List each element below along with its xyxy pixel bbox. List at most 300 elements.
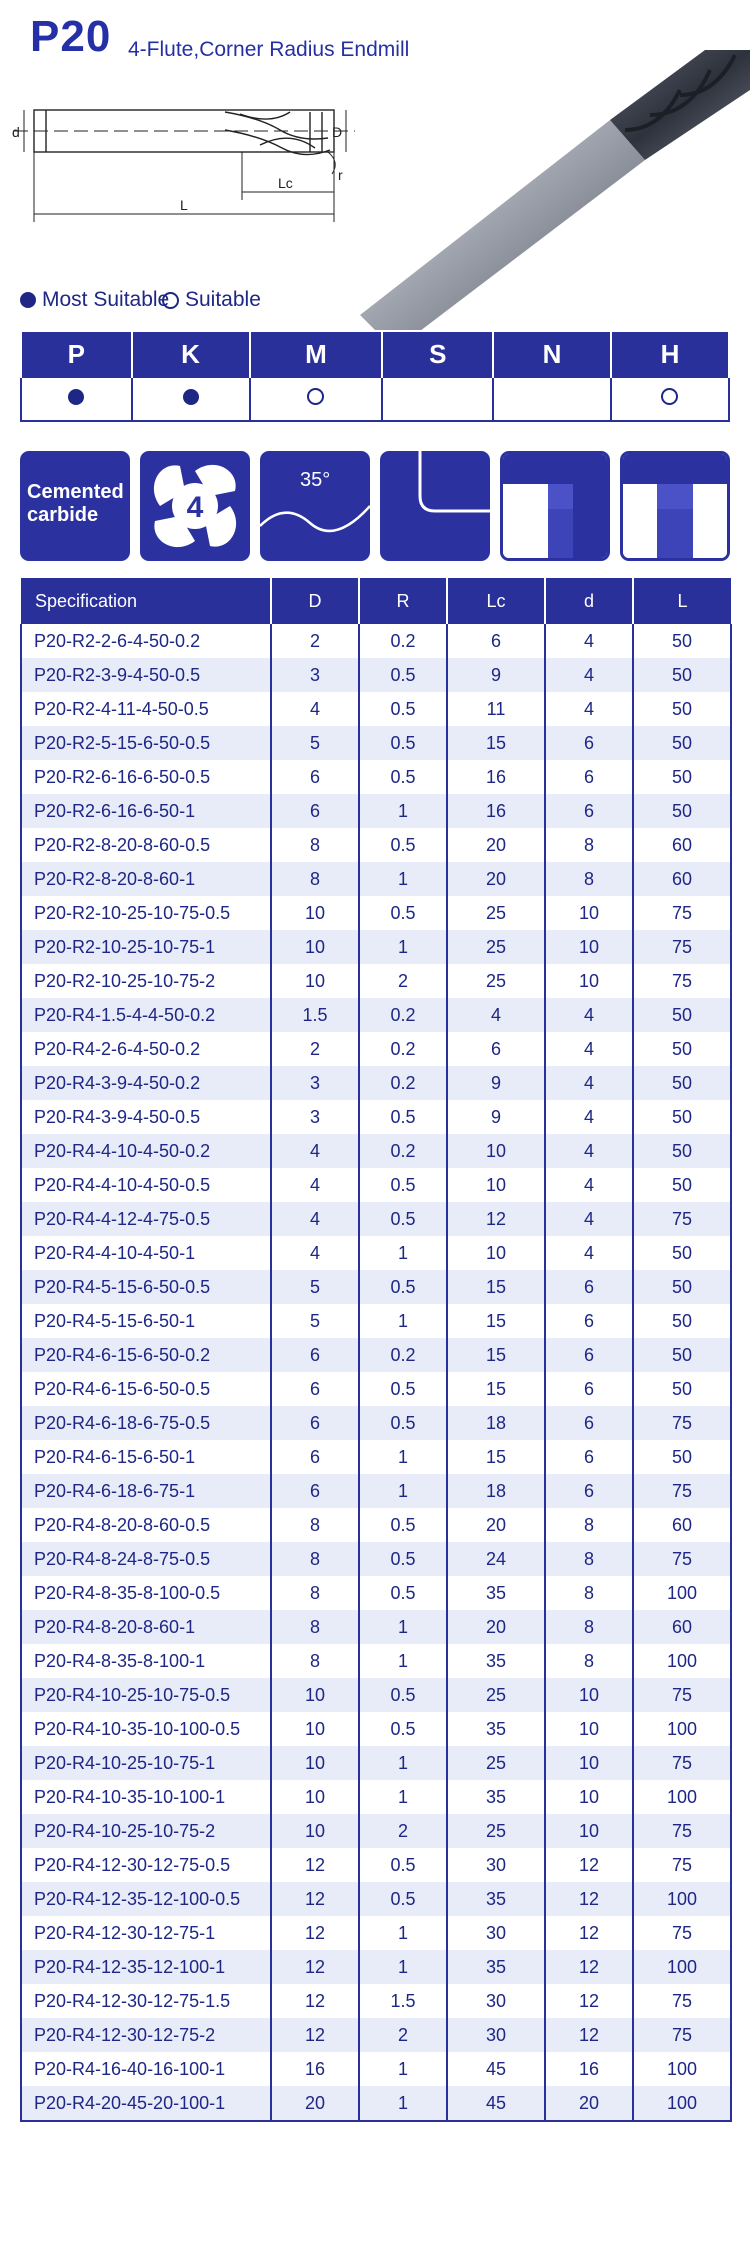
spec-cell-L: 100 (633, 1576, 731, 1610)
feature-helix-angle (260, 451, 370, 561)
table-row (21, 998, 731, 1032)
spec-cell-d: 10 (545, 896, 633, 930)
feature-icons (20, 451, 730, 561)
spec-cell-R: 0.2 (359, 1032, 447, 1066)
spec-cell-specification: P20-R4-12-30-12-75-1 (21, 1916, 271, 1950)
spec-cell-Lc: 12 (447, 1202, 545, 1236)
table-row (21, 1542, 731, 1576)
spec-cell-L: 100 (633, 2052, 731, 2086)
spec-cell-D: 2 (271, 1032, 359, 1066)
spec-cell-specification: P20-R2-6-16-6-50-0.5 (21, 760, 271, 794)
filled-circle-icon (20, 292, 36, 308)
spec-cell-Lc: 16 (447, 794, 545, 828)
spec-cell-L: 50 (633, 1372, 731, 1406)
spec-cell-specification: P20-R4-1.5-4-4-50-0.2 (21, 998, 271, 1032)
spec-cell-L: 60 (633, 862, 731, 896)
spec-cell-specification: P20-R4-12-30-12-75-0.5 (21, 1848, 271, 1882)
spec-cell-d: 12 (545, 1984, 633, 2018)
spec-cell-R: 0.2 (359, 1066, 447, 1100)
spec-cell-specification: P20-R4-8-20-8-60-1 (21, 1610, 271, 1644)
empty-circle-icon (307, 388, 324, 405)
spec-cell-R: 2 (359, 964, 447, 998)
spec-cell-D: 3 (271, 1100, 359, 1134)
spec-cell-Lc: 20 (447, 1508, 545, 1542)
spec-cell-L: 50 (633, 692, 731, 726)
spec-cell-specification: P20-R4-8-35-8-100-1 (21, 1644, 271, 1678)
spec-cell-d: 4 (545, 1202, 633, 1236)
spec-cell-L: 50 (633, 1168, 731, 1202)
spec-cell-L: 60 (633, 1610, 731, 1644)
material-suitability-table (20, 330, 730, 422)
material-header-p: P (21, 331, 132, 377)
spec-cell-D: 8 (271, 1508, 359, 1542)
spec-cell-R: 0.5 (359, 1576, 447, 1610)
spec-cell-d: 6 (545, 726, 633, 760)
spec-cell-specification: P20-R4-5-15-6-50-0.5 (21, 1270, 271, 1304)
dim-label-d: d (12, 124, 20, 140)
spec-cell-d: 8 (545, 862, 633, 896)
feature-material-line2: carbide (27, 504, 99, 526)
spec-cell-Lc: 10 (447, 1168, 545, 1202)
spec-cell-d: 8 (545, 828, 633, 862)
spec-cell-Lc: 10 (447, 1236, 545, 1270)
spec-cell-D: 6 (271, 1474, 359, 1508)
spec-cell-Lc: 4 (447, 998, 545, 1032)
empty-circle-icon (162, 292, 179, 309)
spec-cell-Lc: 35 (447, 1712, 545, 1746)
spec-header-D: D (271, 578, 359, 624)
spec-cell-Lc: 15 (447, 1372, 545, 1406)
spec-cell-specification: P20-R4-4-10-4-50-0.2 (21, 1134, 271, 1168)
spec-cell-Lc: 45 (447, 2086, 545, 2121)
suitability-legend (20, 288, 420, 318)
spec-cell-R: 1 (359, 2052, 447, 2086)
spec-cell-d: 6 (545, 1304, 633, 1338)
spec-cell-D: 4 (271, 1168, 359, 1202)
table-row (21, 1406, 731, 1440)
feature-material-text (27, 481, 124, 527)
spec-header-L: L (633, 578, 731, 624)
spec-cell-Lc: 30 (447, 1984, 545, 2018)
spec-cell-D: 1.5 (271, 998, 359, 1032)
spec-cell-Lc: 35 (447, 1644, 545, 1678)
spec-cell-D: 8 (271, 1610, 359, 1644)
spec-cell-D: 3 (271, 1066, 359, 1100)
spec-cell-D: 6 (271, 1338, 359, 1372)
spec-cell-L: 50 (633, 1100, 731, 1134)
spec-cell-L: 75 (633, 1202, 731, 1236)
spec-cell-D: 2 (271, 624, 359, 658)
spec-cell-R: 1 (359, 1916, 447, 1950)
spec-cell-d: 6 (545, 1406, 633, 1440)
feature-flutes (140, 451, 250, 561)
spec-cell-D: 8 (271, 862, 359, 896)
spec-cell-R: 0.5 (359, 658, 447, 692)
spec-cell-D: 10 (271, 896, 359, 930)
spec-cell-D: 12 (271, 1882, 359, 1916)
material-header-n: N (493, 331, 611, 377)
spec-cell-specification: P20-R4-10-25-10-75-1 (21, 1746, 271, 1780)
filled-circle-icon (68, 389, 84, 405)
spec-cell-specification: P20-R4-4-10-4-50-1 (21, 1236, 271, 1270)
spec-cell-Lc: 25 (447, 930, 545, 964)
spec-cell-Lc: 35 (447, 1882, 545, 1916)
spec-cell-L: 75 (633, 1474, 731, 1508)
spec-cell-R: 0.5 (359, 1712, 447, 1746)
flute-count: 4 (186, 491, 204, 524)
spec-cell-L: 50 (633, 1304, 731, 1338)
table-row (21, 1440, 731, 1474)
spec-cell-specification: P20-R4-16-40-16-100-1 (21, 2052, 271, 2086)
table-row (21, 1474, 731, 1508)
spec-cell-D: 4 (271, 1134, 359, 1168)
spec-cell-Lc: 25 (447, 1678, 545, 1712)
spec-cell-specification: P20-R2-10-25-10-75-0.5 (21, 896, 271, 930)
spec-cell-L: 50 (633, 1270, 731, 1304)
spec-cell-specification: P20-R4-8-35-8-100-0.5 (21, 1576, 271, 1610)
spec-cell-Lc: 20 (447, 1610, 545, 1644)
spec-cell-L: 60 (633, 1508, 731, 1542)
spec-cell-specification: P20-R4-10-35-10-100-0.5 (21, 1712, 271, 1746)
table-row (21, 1644, 731, 1678)
table-row (21, 1134, 731, 1168)
spec-cell-specification: P20-R4-12-30-12-75-2 (21, 2018, 271, 2052)
spec-cell-specification: P20-R4-12-35-12-100-1 (21, 1950, 271, 1984)
spec-cell-R: 0.5 (359, 1168, 447, 1202)
legend-suitable-label: Suitable (185, 288, 261, 311)
table-row (21, 1304, 731, 1338)
spec-cell-Lc: 18 (447, 1474, 545, 1508)
spec-cell-specification: P20-R4-3-9-4-50-0.5 (21, 1100, 271, 1134)
table-row (21, 1814, 731, 1848)
table-row (21, 1202, 731, 1236)
material-rating-m (250, 377, 383, 421)
table-row (21, 1950, 731, 1984)
spec-cell-d: 4 (545, 658, 633, 692)
spec-cell-L: 75 (633, 1848, 731, 1882)
side-milling-icon (503, 454, 607, 558)
spec-cell-Lc: 45 (447, 2052, 545, 2086)
spec-cell-R: 0.5 (359, 726, 447, 760)
spec-cell-Lc: 35 (447, 1576, 545, 1610)
spec-cell-specification: P20-R4-12-35-12-100-0.5 (21, 1882, 271, 1916)
table-row (21, 896, 731, 930)
dim-label-L: L (180, 197, 188, 213)
spec-cell-Lc: 35 (447, 1950, 545, 1984)
spec-cell-specification: P20-R4-4-10-4-50-0.5 (21, 1168, 271, 1202)
material-rating-h (611, 377, 729, 421)
spec-cell-R: 0.5 (359, 1100, 447, 1134)
spec-cell-Lc: 16 (447, 760, 545, 794)
spec-cell-specification: P20-R2-3-9-4-50-0.5 (21, 658, 271, 692)
spec-cell-specification: P20-R4-6-15-6-50-1 (21, 1440, 271, 1474)
spec-cell-d: 16 (545, 2052, 633, 2086)
table-row (21, 1372, 731, 1406)
table-row (21, 1984, 731, 2018)
spec-cell-d: 6 (545, 760, 633, 794)
spec-cell-L: 50 (633, 1338, 731, 1372)
spec-cell-R: 1 (359, 930, 447, 964)
spec-cell-Lc: 25 (447, 964, 545, 998)
spec-cell-specification: P20-R4-12-30-12-75-1.5 (21, 1984, 271, 2018)
spec-cell-D: 12 (271, 1848, 359, 1882)
spec-header-R: R (359, 578, 447, 624)
spec-cell-R: 1 (359, 862, 447, 896)
spec-cell-L: 50 (633, 1440, 731, 1474)
corner-radius-icon (380, 451, 490, 561)
spec-cell-D: 8 (271, 1644, 359, 1678)
spec-cell-specification: P20-R4-10-25-10-75-2 (21, 1814, 271, 1848)
spec-cell-d: 6 (545, 1372, 633, 1406)
spec-cell-R: 2 (359, 2018, 447, 2052)
spec-cell-D: 4 (271, 692, 359, 726)
material-header-s: S (382, 331, 493, 377)
dim-label-r: r (338, 167, 343, 183)
spec-cell-R: 0.2 (359, 998, 447, 1032)
spec-cell-R: 1 (359, 1644, 447, 1678)
spec-cell-L: 50 (633, 658, 731, 692)
spec-cell-Lc: 20 (447, 862, 545, 896)
spec-cell-specification: P20-R4-8-24-8-75-0.5 (21, 1542, 271, 1576)
spec-header-Lc: Lc (447, 578, 545, 624)
spec-cell-d: 6 (545, 794, 633, 828)
spec-cell-R: 0.5 (359, 828, 447, 862)
spec-cell-D: 5 (271, 1304, 359, 1338)
spec-cell-L: 75 (633, 1406, 731, 1440)
spec-cell-d: 4 (545, 998, 633, 1032)
spec-cell-R: 1 (359, 1780, 447, 1814)
spec-cell-d: 10 (545, 1814, 633, 1848)
spec-cell-R: 1.5 (359, 1984, 447, 2018)
spec-cell-specification: P20-R2-2-6-4-50-0.2 (21, 624, 271, 658)
material-header-m: M (250, 331, 383, 377)
spec-cell-d: 8 (545, 1542, 633, 1576)
spec-cell-R: 0.5 (359, 1372, 447, 1406)
spec-cell-D: 10 (271, 964, 359, 998)
spec-cell-d: 6 (545, 1474, 633, 1508)
feature-slot-milling (620, 451, 730, 561)
table-row (21, 828, 731, 862)
spec-cell-Lc: 6 (447, 624, 545, 658)
spec-cell-R: 0.5 (359, 760, 447, 794)
spec-cell-L: 50 (633, 726, 731, 760)
spec-cell-D: 12 (271, 1950, 359, 1984)
spec-cell-specification: P20-R4-6-18-6-75-0.5 (21, 1406, 271, 1440)
spec-cell-specification: P20-R2-8-20-8-60-0.5 (21, 828, 271, 862)
product-subtitle: 4-Flute,Corner Radius Endmill (128, 38, 410, 61)
spec-cell-L: 60 (633, 828, 731, 862)
spec-cell-L: 100 (633, 1882, 731, 1916)
material-header-row (21, 331, 729, 377)
spec-cell-R: 1 (359, 2086, 447, 2121)
spec-cell-R: 1 (359, 1304, 447, 1338)
table-row (21, 624, 731, 658)
spec-cell-D: 8 (271, 1576, 359, 1610)
spec-cell-specification: P20-R2-8-20-8-60-1 (21, 862, 271, 896)
spec-cell-L: 75 (633, 930, 731, 964)
spec-cell-d: 10 (545, 930, 633, 964)
spec-cell-specification: P20-R4-6-15-6-50-0.2 (21, 1338, 271, 1372)
spec-cell-Lc: 35 (447, 1780, 545, 1814)
table-row (21, 1576, 731, 1610)
table-row (21, 1100, 731, 1134)
empty-circle-icon (661, 388, 678, 405)
spec-cell-D: 12 (271, 1984, 359, 2018)
spec-cell-R: 0.2 (359, 1338, 447, 1372)
table-row (21, 1712, 731, 1746)
spec-cell-specification: P20-R2-6-16-6-50-1 (21, 794, 271, 828)
spec-cell-L: 75 (633, 1984, 731, 2018)
spec-cell-R: 0.5 (359, 896, 447, 930)
spec-cell-R: 0.5 (359, 1882, 447, 1916)
dim-label-Lc: Lc (278, 175, 293, 191)
spec-cell-d: 10 (545, 1712, 633, 1746)
spec-cell-specification: P20-R2-10-25-10-75-1 (21, 930, 271, 964)
spec-cell-D: 3 (271, 658, 359, 692)
spec-cell-d: 6 (545, 1338, 633, 1372)
table-row (21, 1678, 731, 1712)
slot-milling-icon (623, 454, 727, 558)
table-row (21, 760, 731, 794)
spec-cell-Lc: 15 (447, 1304, 545, 1338)
table-row (21, 1780, 731, 1814)
spec-header-row (21, 578, 731, 624)
spec-cell-specification: P20-R4-3-9-4-50-0.2 (21, 1066, 271, 1100)
spec-cell-D: 6 (271, 1406, 359, 1440)
spec-cell-D: 6 (271, 1440, 359, 1474)
spec-cell-D: 16 (271, 2052, 359, 2086)
spec-cell-specification: P20-R4-10-35-10-100-1 (21, 1780, 271, 1814)
spec-cell-d: 12 (545, 1848, 633, 1882)
spec-cell-d: 4 (545, 1066, 633, 1100)
spec-cell-R: 1 (359, 794, 447, 828)
material-rating-row (21, 377, 729, 421)
spec-cell-D: 12 (271, 2018, 359, 2052)
spec-cell-R: 0.5 (359, 1508, 447, 1542)
spec-cell-Lc: 9 (447, 1066, 545, 1100)
feature-material-line1: Cemented (27, 481, 124, 503)
spec-cell-R: 1 (359, 1950, 447, 1984)
table-row (21, 1066, 731, 1100)
spec-cell-d: 12 (545, 1882, 633, 1916)
table-row (21, 964, 731, 998)
spec-table-body (21, 624, 731, 2121)
spec-cell-L: 50 (633, 998, 731, 1032)
spec-cell-D: 10 (271, 1746, 359, 1780)
spec-cell-Lc: 9 (447, 658, 545, 692)
four-flute-icon (140, 451, 250, 561)
spec-cell-Lc: 6 (447, 1032, 545, 1066)
spec-cell-specification: P20-R2-10-25-10-75-2 (21, 964, 271, 998)
spec-cell-d: 12 (545, 1916, 633, 1950)
spec-cell-d: 10 (545, 964, 633, 998)
spec-cell-R: 1 (359, 1440, 447, 1474)
feature-corner-radius (380, 451, 490, 561)
spec-cell-specification: P20-R4-2-6-4-50-0.2 (21, 1032, 271, 1066)
spec-cell-Lc: 30 (447, 1916, 545, 1950)
spec-cell-D: 8 (271, 1542, 359, 1576)
spec-cell-d: 10 (545, 1678, 633, 1712)
spec-cell-R: 0.5 (359, 1406, 447, 1440)
spec-cell-R: 1 (359, 1236, 447, 1270)
spec-cell-D: 12 (271, 1916, 359, 1950)
spec-cell-L: 50 (633, 1032, 731, 1066)
helix-wave-icon (260, 451, 370, 561)
spec-cell-Lc: 15 (447, 1338, 545, 1372)
spec-cell-Lc: 15 (447, 726, 545, 760)
spec-cell-R: 0.2 (359, 624, 447, 658)
spec-cell-L: 75 (633, 964, 731, 998)
spec-cell-D: 4 (271, 1236, 359, 1270)
table-row (21, 1032, 731, 1066)
spec-cell-d: 8 (545, 1644, 633, 1678)
spec-cell-L: 100 (633, 1644, 731, 1678)
legend-most-suitable (20, 288, 169, 312)
specification-table (20, 578, 732, 2122)
spec-cell-L: 50 (633, 760, 731, 794)
spec-cell-d: 4 (545, 1032, 633, 1066)
spec-cell-d: 4 (545, 1100, 633, 1134)
legend-most-label: Most Suitable (42, 288, 170, 311)
spec-cell-d: 8 (545, 1576, 633, 1610)
table-row (21, 2086, 731, 2121)
spec-cell-R: 0.5 (359, 1542, 447, 1576)
spec-cell-L: 75 (633, 1746, 731, 1780)
helix-angle-label: 35° (300, 469, 331, 491)
spec-cell-D: 6 (271, 1372, 359, 1406)
material-header-k: K (132, 331, 250, 377)
spec-cell-specification: P20-R2-4-11-4-50-0.5 (21, 692, 271, 726)
legend-suitable (162, 288, 261, 312)
spec-cell-L: 50 (633, 624, 731, 658)
spec-cell-D: 8 (271, 828, 359, 862)
spec-cell-L: 75 (633, 1814, 731, 1848)
table-row (21, 794, 731, 828)
spec-cell-specification: P20-R4-10-25-10-75-0.5 (21, 1678, 271, 1712)
spec-cell-Lc: 9 (447, 1100, 545, 1134)
table-row (21, 1916, 731, 1950)
table-row (21, 2018, 731, 2052)
spec-cell-d: 4 (545, 692, 633, 726)
spec-cell-Lc: 25 (447, 1814, 545, 1848)
table-row (21, 1848, 731, 1882)
spec-cell-L: 75 (633, 2018, 731, 2052)
table-row (21, 2052, 731, 2086)
spec-cell-L: 50 (633, 1066, 731, 1100)
spec-cell-d: 12 (545, 2018, 633, 2052)
spec-cell-R: 0.5 (359, 692, 447, 726)
spec-cell-d: 20 (545, 2086, 633, 2121)
spec-cell-D: 5 (271, 726, 359, 760)
table-row (21, 1508, 731, 1542)
material-rating-s (382, 377, 493, 421)
material-rating-k (132, 377, 250, 421)
table-row (21, 726, 731, 760)
spec-cell-D: 10 (271, 1712, 359, 1746)
feature-cemented-carbide (20, 451, 130, 561)
spec-cell-Lc: 11 (447, 692, 545, 726)
spec-cell-R: 0.5 (359, 1202, 447, 1236)
spec-cell-Lc: 30 (447, 2018, 545, 2052)
spec-cell-Lc: 25 (447, 1746, 545, 1780)
spec-cell-d: 4 (545, 1236, 633, 1270)
spec-cell-D: 10 (271, 1780, 359, 1814)
table-row (21, 1270, 731, 1304)
spec-cell-L: 75 (633, 1678, 731, 1712)
spec-cell-D: 4 (271, 1202, 359, 1236)
table-row (21, 1746, 731, 1780)
table-row (21, 1236, 731, 1270)
